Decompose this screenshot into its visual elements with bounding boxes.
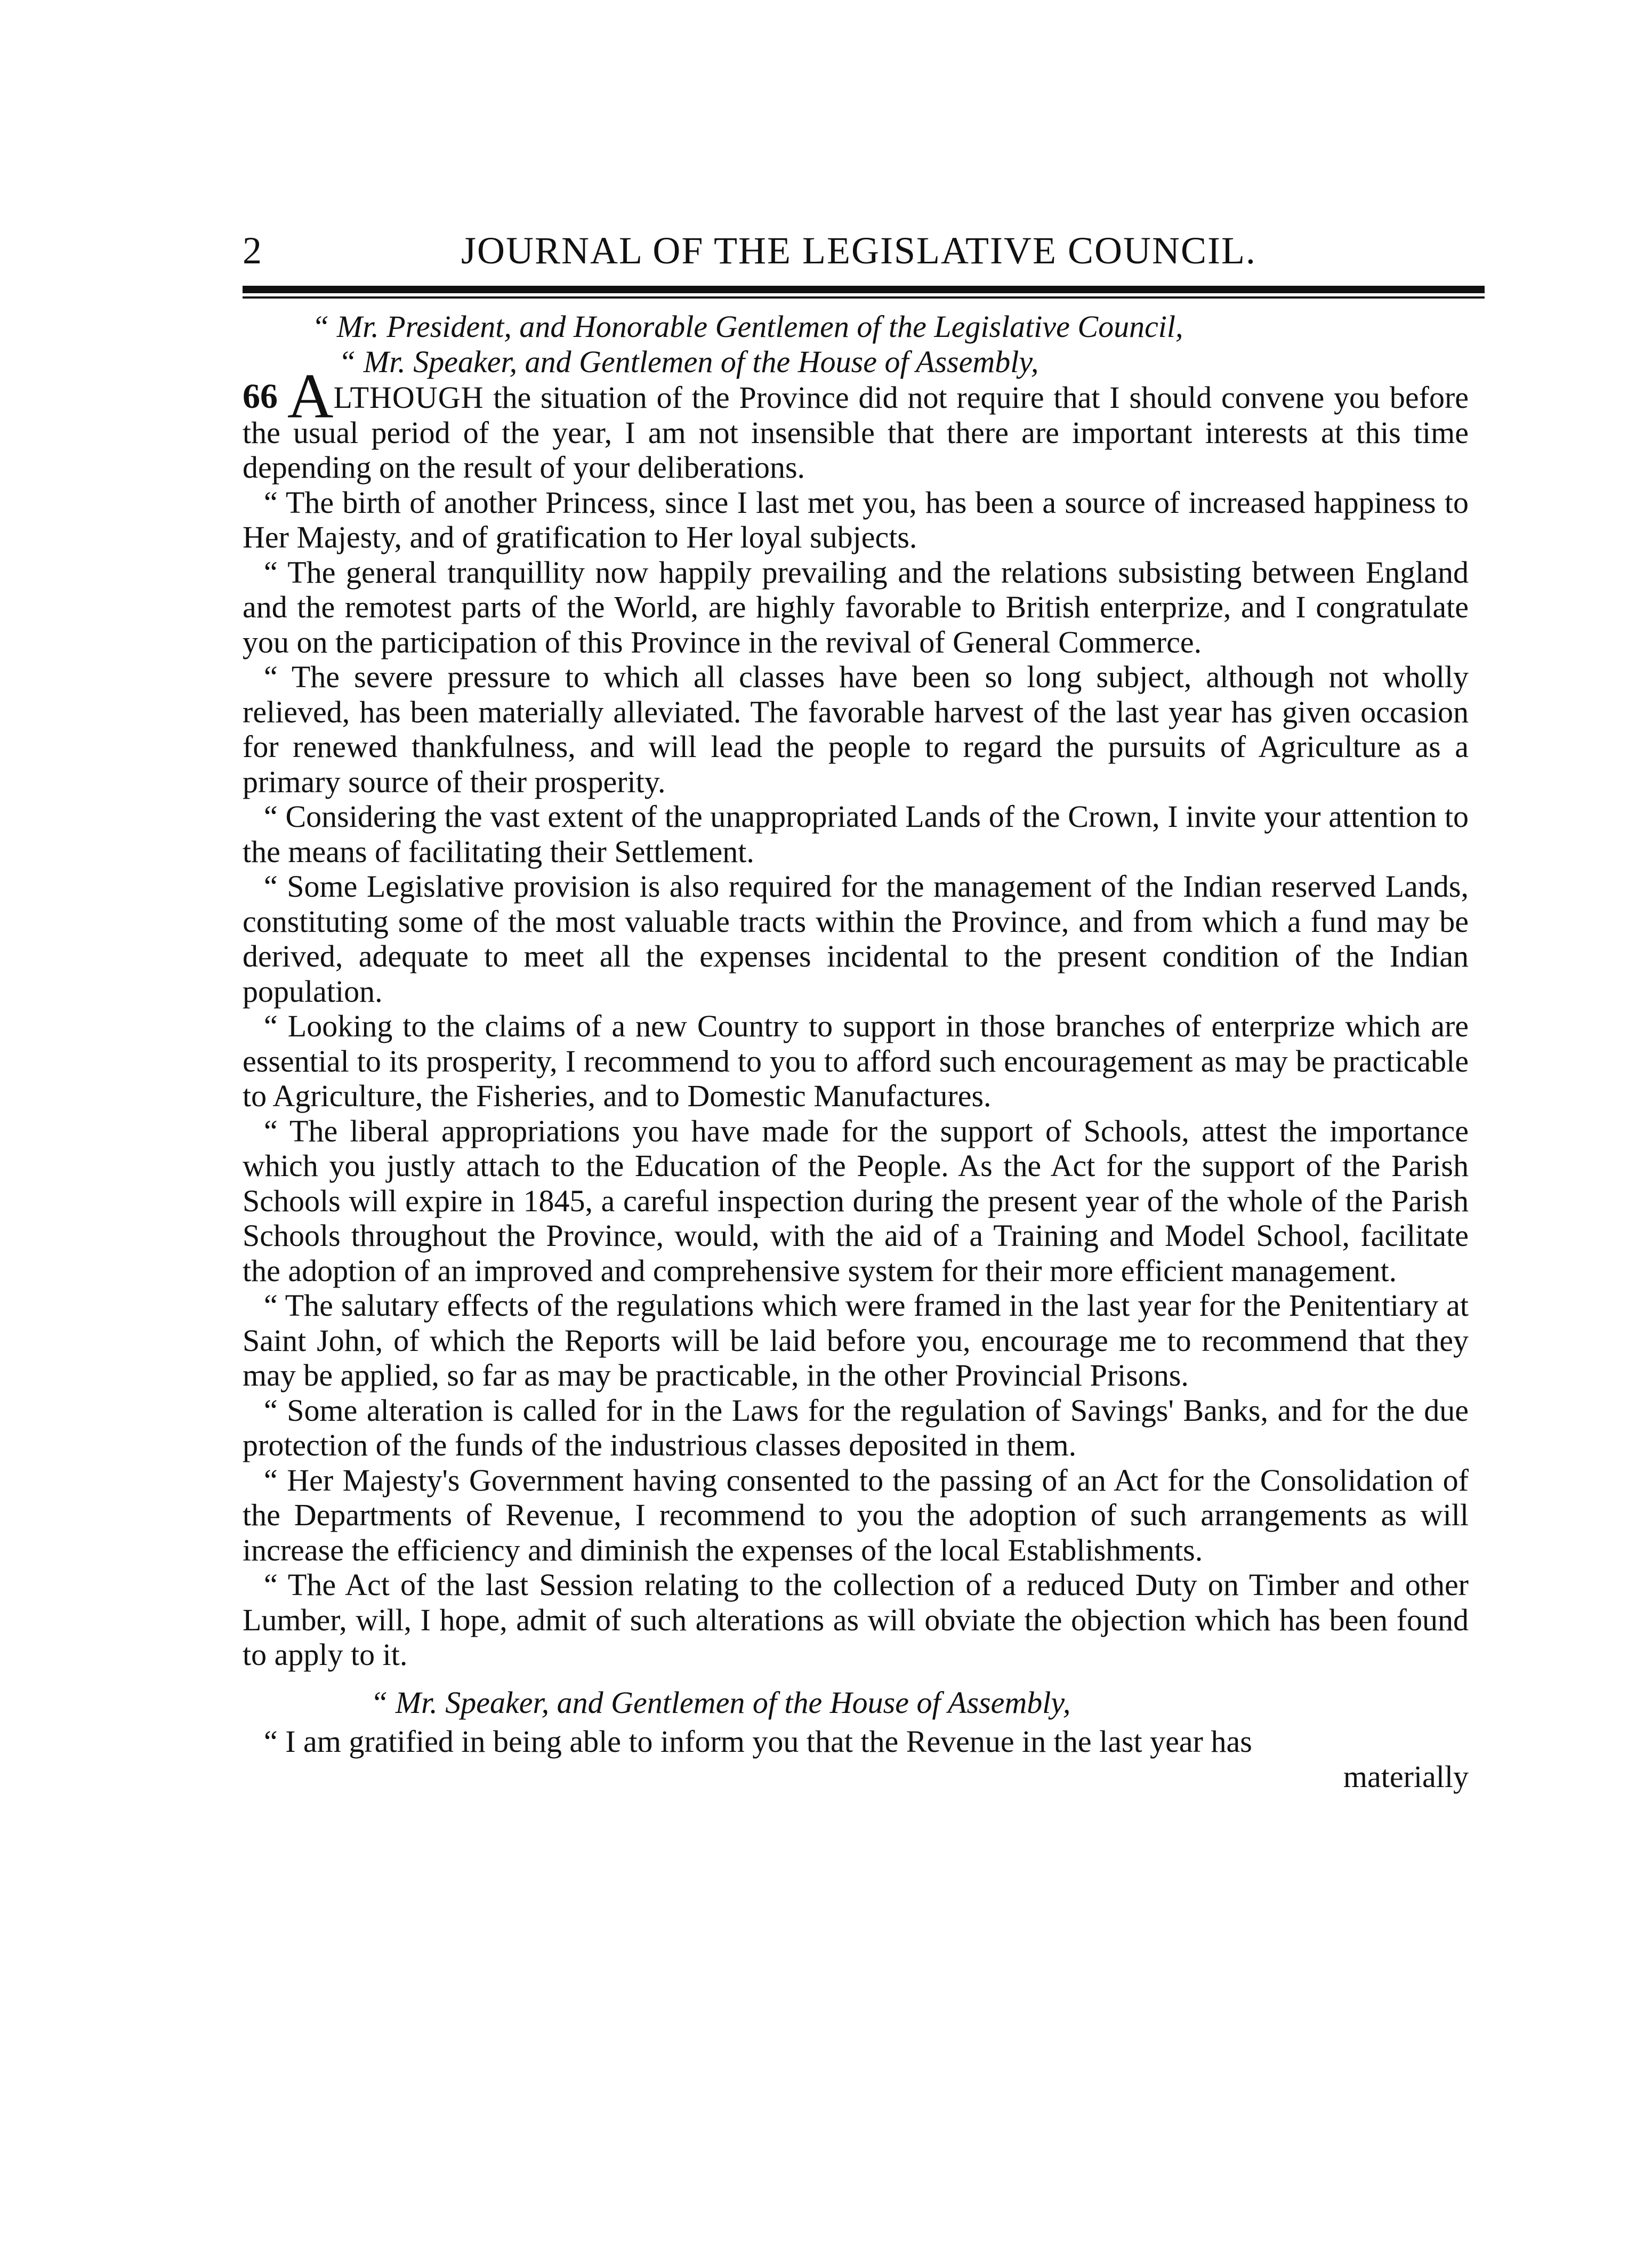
- running-title: JOURNAL OF THE LEGISLATIVE COUNCIL.: [461, 229, 1256, 272]
- opening-quote-mark: 66: [243, 377, 278, 416]
- header-rule-thick: [243, 286, 1485, 293]
- paragraph-revenue: “ I am gratified in being able to inform you that the Revenue in the last year has: [264, 1724, 1252, 1759]
- salutation-assembly-second: “ Mr. Speaker, and Gentlemen of the House of Assembly,: [370, 1685, 1071, 1720]
- paragraph-penitentiary: “ The salutary effects of the regulations which were framed in the last year for the Penitentiary at Saint John, of which the Reports will be laid before you, encourage me to recommend that they may be applied, so far as may be practicable, in the other Provincial Prisons.: [243, 1288, 1469, 1393]
- paragraph-pressure: “ The severe pressure to which all classes have been so long subject, although not wholly relieved, has been materially alleviated. The favorable harvest of the last year has given occasion for renewed thankfulness, and will lead the people to regard the pursuits of Agriculture as a primary source of their prosperity.: [243, 659, 1469, 799]
- paragraph-schools: “ The liberal appropriations you have made for the support of Schools, attest the importance which you justly attach to the Education of the People. As the Act for the support of the Parish Schools will expire in 1845, a careful inspection during the present year of the whole of the Parish Schools throughout the Province, would, with the aid of a Training and Model School, facilitate the adoption of an improved and comprehensive system for their more efficient management.: [243, 1113, 1469, 1288]
- paragraph-crown-lands: “ Considering the vast extent of the unappropriated Lands of the Crown, I invite your attention to the means of facilitating their Settlement.: [243, 799, 1469, 869]
- page-header: [243, 224, 1469, 283]
- paragraph-savings-banks: “ Some alteration is called for in the Laws for the regulation of Savings' Banks, and for the due protection of the funds of the industrious classes deposited in them.: [243, 1393, 1469, 1462]
- catchword: materially: [1343, 1759, 1469, 1794]
- speech-body: [243, 309, 1469, 1794]
- opening-text: the situation of the Province did not require that I should convene you before the usual period of the year, I am not insensible that there are important interests at this time depending on the result of your deliberations.: [243, 380, 1469, 485]
- paragraph-princess: “ The birth of another Princess, since I last met you, has been a source of increased happiness to Her Majesty, and of gratification to Her loyal subjects.: [243, 485, 1469, 554]
- paragraph-tranquillity: “ The general tranquillity now happily prevailing and the relations subsisting between England and the remotest parts of the World, are highly favorable to British enterprize, and I congratulate you on the participation of this Province in the revival of General Commerce.: [243, 554, 1469, 659]
- salutation-assembly: “ Mr. Speaker, and Gentlemen of the House of Assembly,: [339, 344, 1039, 379]
- salutation-council: “ Mr. President, and Honorable Gentlemen of the Legislative Council,: [312, 309, 1183, 344]
- drop-cap: A: [287, 360, 334, 431]
- page-number: 2: [243, 229, 262, 272]
- paragraph-indian-lands: “ Some Legislative provision is also required for the management of the Indian reserved Lands, constituting some of the most valuable tracts within the Province, and from which a fund may be derived, adequate to meet all the expenses incidental to the present condition of the Indian population.: [243, 869, 1469, 1009]
- paragraph-revenue-departments: “ Her Majesty's Government having consented to the passing of an Act for the Consolidation of the Departments of Revenue, I recommend to you the adoption of such arrangements as will increase the efficiency and diminish the expenses of the local Establishments.: [243, 1462, 1469, 1567]
- header-rule-thin: [243, 296, 1485, 299]
- paragraph-timber-duty: “ The Act of the last Session relating to the collection of a reduced Duty on Timber and other Lumber, will, I hope, admit of such alterations as will obviate the objection which has been found to apply to it.: [243, 1567, 1469, 1672]
- opening-first-word: LTHOUGH: [333, 380, 484, 415]
- paragraph-enterprize: “ Looking to the claims of a new Country to support in those branches of enterprize which are essential to its prosperity, I recommend to you to afford such encouragement as may be practicable to Agriculture, the Fisheries, and to Domestic Manufactures.: [243, 1009, 1469, 1113]
